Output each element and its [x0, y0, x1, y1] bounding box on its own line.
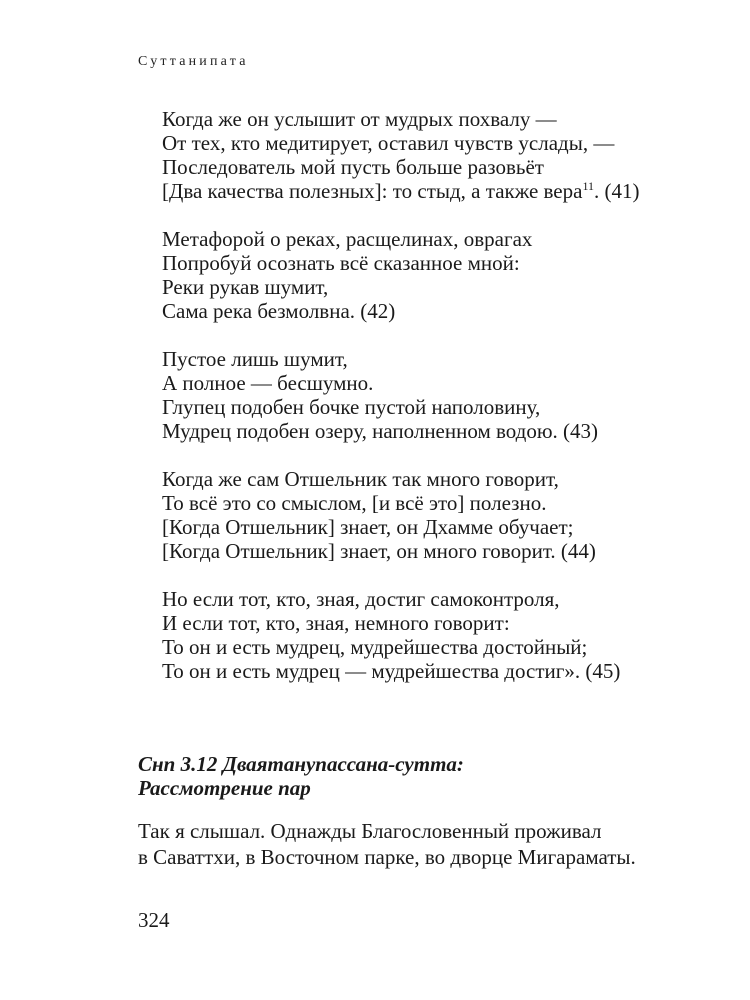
sutta-heading-subtitle: Рассмотрение пар: [138, 776, 311, 800]
stanza-2: [162, 227, 632, 323]
page-number: 324: [138, 908, 170, 932]
verse-line: Метафорой о реках, расщелинах, оврагах: [162, 227, 533, 251]
verse-line: И если тот, кто, зная, немного говорит:: [162, 611, 510, 635]
stanza-3: [162, 347, 632, 443]
stanza-1: [162, 107, 640, 203]
body-line: в Саваттхи, в Восточном парке, во дворце Мигараматы.: [138, 845, 636, 869]
stanza-5: [162, 587, 632, 683]
verse-line: То он и есть мудрец — мудрейшества достиг». (45): [162, 659, 621, 683]
poem: [162, 107, 640, 707]
verse-line: А полное — бесшумно.: [162, 371, 374, 395]
verse-line: Мудрец подобен озеру, наполненном водою. (43): [162, 419, 599, 443]
verse-line: Реки рукав шумит,: [162, 275, 329, 299]
body-paragraph: [138, 818, 636, 870]
verse-line: То он и есть мудрец, мудрейшества достойный;: [162, 635, 588, 659]
verse-line: Когда же сам Отшельник так много говорит,: [162, 467, 559, 491]
stanza-4: [162, 467, 632, 563]
verse-line-with-footnote: [162, 179, 640, 203]
running-head: Суттанипата: [138, 54, 249, 69]
verse-line: Попробуй осознать всё сказанное мной:: [162, 251, 520, 275]
verse-text: [Два качества полезных]: то стыд, а также вера: [162, 179, 583, 203]
verse-line: Последователь мой пусть больше разовьёт: [162, 155, 544, 179]
sutta-heading: [138, 752, 464, 800]
verse-line: Сама река безмолвна. (42): [162, 299, 396, 323]
sutta-heading-title: Снп 3.12 Дваятанупассана-сутта:: [138, 752, 464, 776]
verse-line: Но если тот, кто, зная, достиг самоконтроля,: [162, 587, 560, 611]
footnote-marker[interactable]: 11: [582, 179, 595, 193]
verse-line: От тех, кто медитирует, оставил чувств услады, —: [162, 131, 615, 155]
body-line: Так я слышал. Однажды Благословенный проживал: [138, 819, 602, 843]
verse-number: . (41): [594, 179, 640, 203]
verse-line: Когда же он услышит от мудрых похвалу —: [162, 107, 557, 131]
verse-line: То всё это со смыслом, [и всё это] полезно.: [162, 491, 547, 515]
verse-line: [Когда Отшельник] знает, он много говорит. (44): [162, 539, 596, 563]
verse-line: [Когда Отшельник] знает, он Дхамме обучает;: [162, 515, 574, 539]
verse-line: Глупец подобен бочке пустой наполовину,: [162, 395, 541, 419]
verse-line: Пустое лишь шумит,: [162, 347, 348, 371]
